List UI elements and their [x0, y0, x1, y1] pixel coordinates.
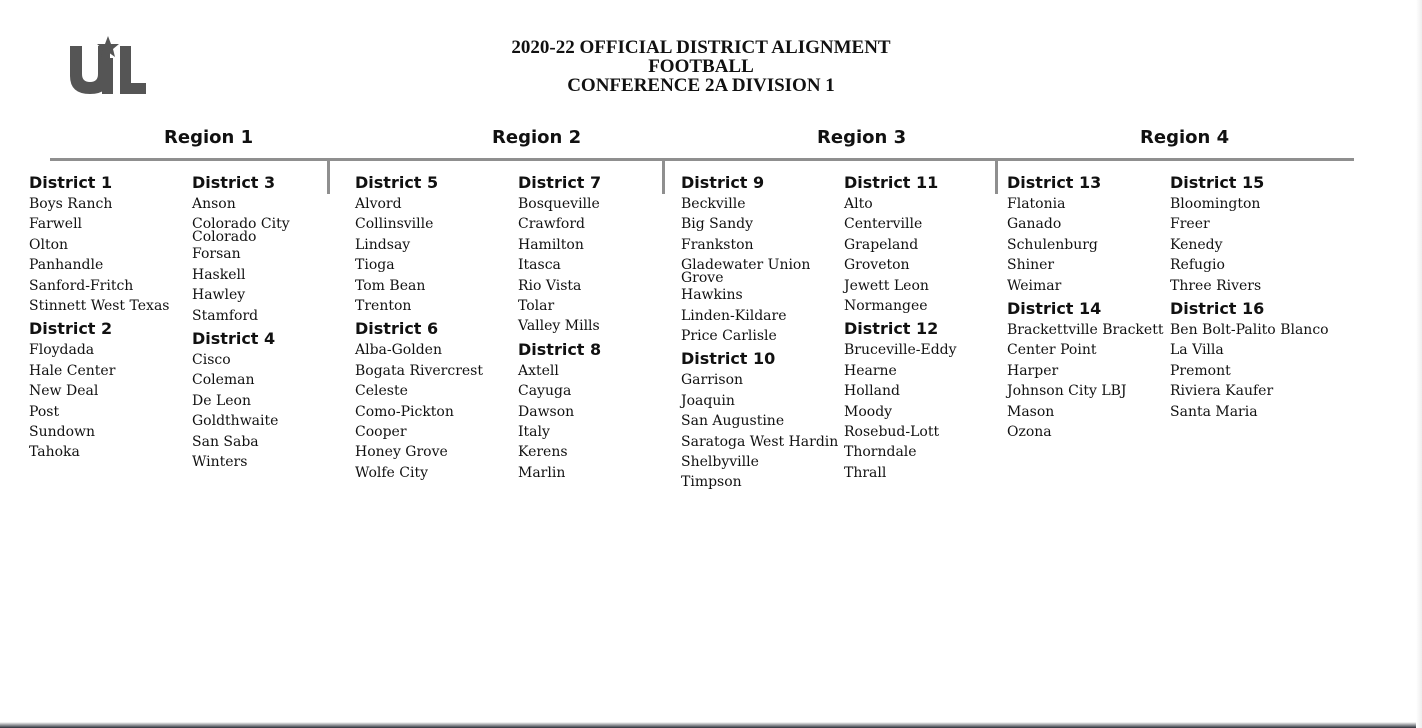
school-item: Alvord [355, 196, 402, 212]
school-item: Valley Mills [518, 318, 600, 335]
school-item: Shiner [1007, 257, 1055, 274]
school-item: Jewett Leon [844, 277, 929, 294]
school-item: Moody [844, 403, 893, 420]
school-item: Colorado City Colorado [192, 216, 290, 246]
district-title: District 11 [844, 173, 939, 192]
region-divider-line [50, 158, 1354, 161]
school-item: Cooper [355, 424, 407, 441]
district-block [681, 348, 843, 492]
district-column [518, 172, 680, 483]
school-item: Hawley [192, 287, 246, 304]
school-item: Harper [1007, 362, 1059, 379]
school-item: Shelbyville [681, 454, 759, 471]
school-item: Olton [29, 236, 69, 253]
district-block [844, 318, 1006, 483]
district-title: District 4 [192, 329, 276, 349]
school-item: Frankston [681, 236, 754, 253]
school-item: Floydada [29, 342, 95, 359]
school-item: Ozona [1007, 424, 1052, 441]
district-title: District 10 [681, 349, 776, 369]
district-column [844, 172, 1006, 483]
school-item: Refugio [1170, 257, 1225, 274]
document-title [0, 38, 1402, 95]
school-item: Freer [1170, 216, 1210, 233]
school-item: Three Rivers [1170, 277, 1262, 294]
school-item: Centerville [844, 216, 923, 233]
school-item: Anson [192, 196, 236, 212]
school-item: Linden-Kildare [681, 307, 787, 324]
district-block [355, 318, 517, 483]
page-right-edge [1416, 0, 1422, 728]
district-title: District 14 [1007, 299, 1102, 319]
school-item: Cisco [192, 352, 231, 369]
district-column [1170, 172, 1332, 422]
school-item: Tolar [518, 298, 555, 315]
district-column [681, 172, 843, 493]
school-item: Hale Center [29, 362, 116, 379]
school-item: Haskell [192, 266, 246, 283]
school-item: Saratoga West Hardin [681, 433, 839, 450]
school-item: Hawkins [681, 287, 743, 304]
school-item: Holland [844, 383, 900, 400]
school-item: San Augustine [681, 413, 785, 430]
district-title: District 3 [192, 173, 276, 192]
school-item: Coleman [192, 372, 255, 389]
school-item: Big Sandy [681, 216, 754, 233]
school-item: Lindsay [355, 236, 411, 253]
school-item: Tioga [355, 257, 395, 274]
school-item: Weimar [1007, 277, 1062, 294]
school-item: Ganado [1007, 216, 1062, 233]
school-item: Thorndale [844, 444, 917, 461]
district-title: District 12 [844, 319, 939, 339]
school-item: Hearne [844, 362, 897, 379]
school-item: Grapeland [844, 236, 919, 253]
school-item: Goldthwaite [192, 413, 279, 430]
school-item: Price Carlisle [681, 328, 777, 345]
school-item: Bogata Rivercrest [355, 362, 483, 379]
school-item: Como-Pickton [355, 403, 454, 420]
district-title: District 13 [1007, 173, 1102, 192]
school-item: Alba-Golden [355, 342, 442, 359]
school-item: Hamilton [518, 236, 584, 253]
district-title: District 5 [355, 173, 439, 192]
school-item: Brackettville Brackett [1007, 322, 1164, 339]
school-item: Trenton [355, 298, 412, 315]
school-item: Cayuga [518, 383, 572, 400]
title-line-3: CONFERENCE 2A DIVISION 1 [567, 75, 835, 96]
district-column [29, 172, 191, 463]
title-line-1: 2020-22 OFFICIAL DISTRICT ALIGNMENT [511, 37, 891, 58]
school-item: La Villa [1170, 342, 1224, 359]
school-item: Schulenburg [1007, 236, 1098, 253]
school-item: Marlin [518, 464, 566, 481]
school-item: Bloomington [1170, 196, 1261, 212]
school-item: Celeste [355, 383, 408, 400]
school-item: Bruceville-Eddy [844, 342, 957, 359]
school-item: Rosebud-Lott [844, 424, 940, 441]
district-block [192, 328, 354, 472]
school-item: Panhandle [29, 257, 104, 274]
school-item: De Leon [192, 392, 251, 409]
school-item: Stamford [192, 307, 259, 324]
district-title: District 15 [1170, 173, 1265, 192]
school-item: Bosqueville [518, 196, 600, 212]
school-item: Premont [1170, 362, 1231, 379]
school-item: Flatonia [1007, 196, 1066, 212]
district-title: District 8 [518, 339, 602, 359]
school-item: Farwell [29, 216, 83, 233]
district-block [1170, 298, 1332, 422]
school-item: Sundown [29, 424, 96, 441]
district-block [355, 172, 517, 316]
school-item: Rio Vista [518, 277, 582, 294]
district-block [29, 318, 191, 462]
school-item: Italy [518, 424, 550, 441]
district-title: District 7 [518, 173, 602, 192]
school-item: Alto [844, 196, 873, 212]
school-item: Sanford-Fritch [29, 277, 134, 294]
school-item: Stinnett West Texas [29, 298, 170, 315]
district-block [518, 172, 680, 337]
school-item: Wolfe City [355, 464, 428, 481]
school-item: Dawson [518, 403, 575, 420]
school-item: Joaquin [681, 392, 735, 409]
school-item: Timpson [681, 474, 742, 491]
school-item: Gladewater Union Grove [681, 257, 811, 287]
district-block [1170, 172, 1332, 296]
district-block [29, 172, 191, 316]
school-item: New Deal [29, 383, 99, 400]
school-item: Tahoka [29, 444, 80, 461]
region-title: Region 2 [492, 127, 582, 148]
school-item: Groveton [844, 257, 910, 274]
school-item: Crawford [518, 216, 585, 233]
school-item: Honey Grove [355, 444, 448, 461]
school-item: Thrall [844, 464, 887, 481]
district-title: District 6 [355, 319, 439, 339]
school-item: Santa Maria [1170, 403, 1258, 420]
school-item: Tom Bean [355, 277, 426, 294]
district-title: District 1 [29, 173, 113, 192]
school-item: Axtell [518, 362, 559, 379]
school-item: Mason [1007, 403, 1055, 420]
school-item: Johnson City LBJ [1007, 383, 1127, 400]
school-item: Beckville [681, 196, 746, 212]
school-item: San Saba [192, 433, 259, 450]
district-block [1007, 298, 1169, 442]
district-title: District 9 [681, 173, 765, 192]
district-block [192, 172, 354, 326]
district-column [355, 172, 517, 483]
school-item: Center Point [1007, 342, 1097, 359]
school-item: Normangee [844, 298, 928, 315]
school-item: Garrison [681, 372, 744, 389]
school-item: Collinsville [355, 216, 434, 233]
page-bottom-edge [0, 722, 1422, 728]
school-item: Itasca [518, 257, 561, 274]
school-item: Riviera Kaufer [1170, 383, 1274, 400]
school-item: Ben Bolt-Palito Blanco [1170, 322, 1329, 339]
school-item: Winters [192, 454, 248, 471]
district-column [1007, 172, 1169, 442]
district-column [192, 172, 354, 472]
school-item: Kerens [518, 444, 568, 461]
district-block [518, 339, 680, 483]
district-title: District 16 [1170, 299, 1265, 319]
district-block [1007, 172, 1169, 296]
region-title: Region 3 [817, 127, 907, 148]
title-line-2: FOOTBALL [648, 56, 754, 77]
district-title: District 2 [29, 319, 113, 339]
district-block [844, 172, 1006, 316]
region-title: Region 4 [1140, 127, 1230, 148]
region-title: Region 1 [164, 127, 254, 148]
school-item: Boys Ranch [29, 196, 113, 212]
school-item: Forsan [192, 246, 241, 263]
school-item: Kenedy [1170, 236, 1223, 253]
school-item: Post [29, 403, 60, 420]
district-block [681, 172, 843, 346]
